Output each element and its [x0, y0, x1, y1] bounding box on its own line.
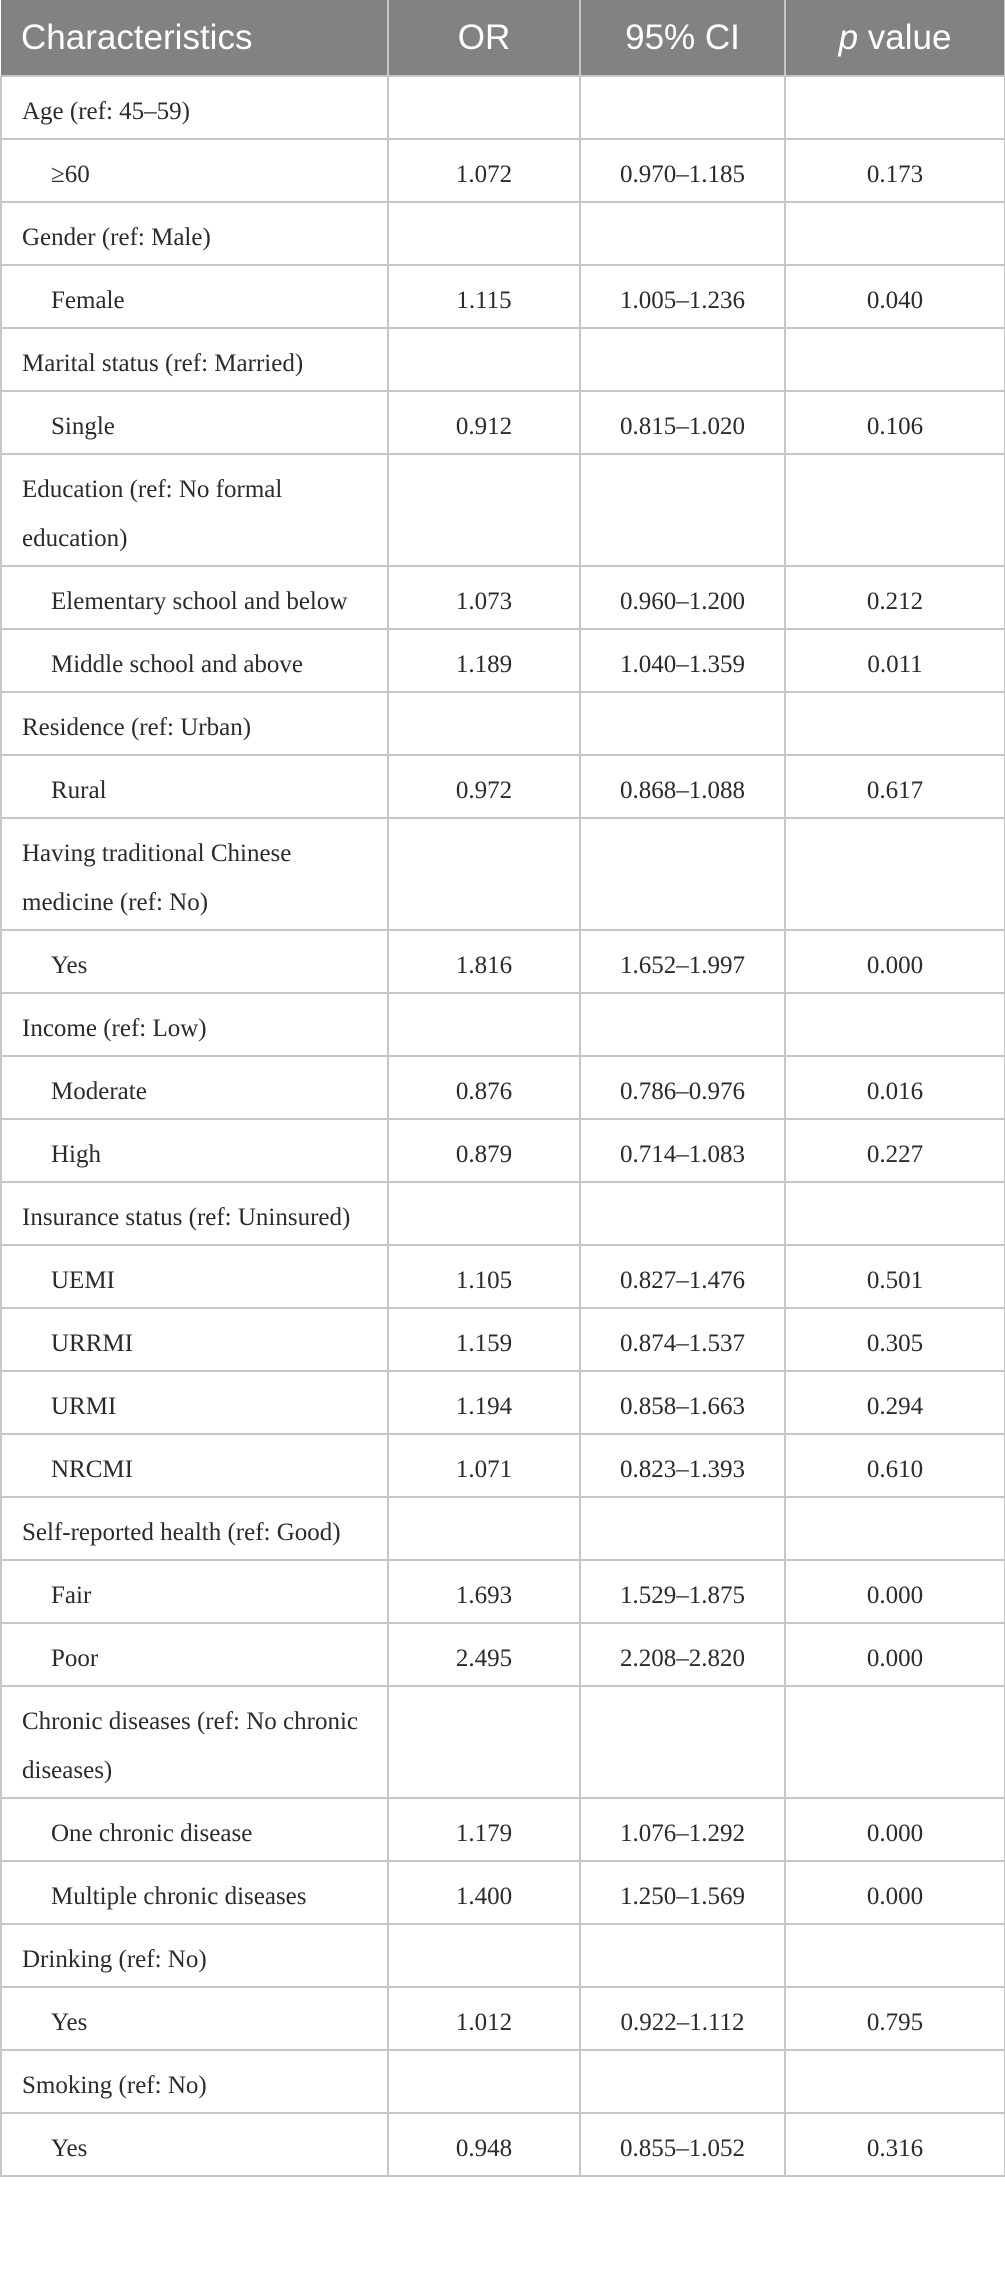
row-p	[785, 202, 1005, 265]
row-p: 0.795	[785, 1987, 1005, 2050]
table-row	[1, 1861, 1005, 1924]
row-label: Having traditional Chinese medicine (ref: No)	[1, 818, 388, 930]
row-or: 1.693	[388, 1560, 580, 1623]
row-or: 1.400	[388, 1861, 580, 1924]
row-or: 0.879	[388, 1119, 580, 1182]
row-p: 0.227	[785, 1119, 1005, 1182]
row-ci: 0.922–1.112	[580, 1987, 785, 2050]
row-label: Multiple chronic diseases	[1, 1861, 388, 1924]
row-ci: 0.960–1.200	[580, 566, 785, 629]
table-row	[1, 1560, 1005, 1623]
row-or: 1.073	[388, 566, 580, 629]
row-ci: 1.005–1.236	[580, 265, 785, 328]
row-label: Age (ref: 45–59)	[1, 76, 388, 139]
table-row	[1, 1371, 1005, 1434]
row-or: 0.912	[388, 391, 580, 454]
table-row	[1, 265, 1005, 328]
row-p	[785, 1924, 1005, 1987]
table-row	[1, 566, 1005, 629]
row-p: 0.617	[785, 755, 1005, 818]
table-row	[1, 1497, 1005, 1560]
row-p: 0.000	[785, 1560, 1005, 1623]
row-ci: 0.874–1.537	[580, 1308, 785, 1371]
row-label: Gender (ref: Male)	[1, 202, 388, 265]
row-ci	[580, 2050, 785, 2113]
row-label: Female	[1, 265, 388, 328]
row-or: 1.179	[388, 1798, 580, 1861]
table-row	[1, 692, 1005, 755]
row-or: 1.816	[388, 930, 580, 993]
row-ci: 0.858–1.663	[580, 1371, 785, 1434]
table-row	[1, 76, 1005, 139]
row-label: UEMI	[1, 1245, 388, 1308]
table-row	[1, 818, 1005, 930]
row-p	[785, 2050, 1005, 2113]
row-p: 0.294	[785, 1371, 1005, 1434]
header-characteristics: Characteristics	[1, 0, 388, 76]
row-label: Yes	[1, 2113, 388, 2176]
row-ci: 1.076–1.292	[580, 1798, 785, 1861]
row-label: High	[1, 1119, 388, 1182]
row-label: ≥60	[1, 139, 388, 202]
row-label: Moderate	[1, 1056, 388, 1119]
row-or: 2.495	[388, 1623, 580, 1686]
row-or	[388, 1497, 580, 1560]
row-or: 1.105	[388, 1245, 580, 1308]
row-or: 1.189	[388, 629, 580, 692]
header-row	[1, 0, 1005, 76]
table-row	[1, 2050, 1005, 2113]
table-row	[1, 1924, 1005, 1987]
row-label: NRCMI	[1, 1434, 388, 1497]
table-row	[1, 139, 1005, 202]
row-or: 1.072	[388, 139, 580, 202]
row-label: Yes	[1, 930, 388, 993]
row-label: Residence (ref: Urban)	[1, 692, 388, 755]
row-ci	[580, 328, 785, 391]
row-ci: 1.652–1.997	[580, 930, 785, 993]
row-or: 0.972	[388, 755, 580, 818]
header-p-value	[785, 0, 1005, 76]
row-p: 0.011	[785, 629, 1005, 692]
row-or: 1.071	[388, 1434, 580, 1497]
row-p	[785, 1497, 1005, 1560]
row-label: One chronic disease	[1, 1798, 388, 1861]
row-ci: 0.823–1.393	[580, 1434, 785, 1497]
row-or	[388, 76, 580, 139]
row-ci: 0.855–1.052	[580, 2113, 785, 2176]
row-label: Single	[1, 391, 388, 454]
row-p: 0.173	[785, 139, 1005, 202]
row-ci	[580, 1924, 785, 1987]
row-or: 1.194	[388, 1371, 580, 1434]
row-p: 0.610	[785, 1434, 1005, 1497]
table-row	[1, 1686, 1005, 1798]
row-or	[388, 2050, 580, 2113]
table-row	[1, 2113, 1005, 2176]
table-row	[1, 1623, 1005, 1686]
row-label: URMI	[1, 1371, 388, 1434]
row-or	[388, 454, 580, 566]
header-ci: 95% CI	[580, 0, 785, 76]
row-p	[785, 1182, 1005, 1245]
row-or: 1.159	[388, 1308, 580, 1371]
row-or	[388, 202, 580, 265]
row-ci: 0.970–1.185	[580, 139, 785, 202]
row-or	[388, 1182, 580, 1245]
row-label: Insurance status (ref: Uninsured)	[1, 1182, 388, 1245]
table-row	[1, 629, 1005, 692]
row-ci: 0.815–1.020	[580, 391, 785, 454]
row-or	[388, 818, 580, 930]
row-ci	[580, 1182, 785, 1245]
row-label: Self-reported health (ref: Good)	[1, 1497, 388, 1560]
row-ci: 1.250–1.569	[580, 1861, 785, 1924]
row-ci	[580, 993, 785, 1056]
table-row	[1, 1245, 1005, 1308]
row-or: 1.115	[388, 265, 580, 328]
table-row	[1, 202, 1005, 265]
row-p: 0.305	[785, 1308, 1005, 1371]
row-ci	[580, 818, 785, 930]
row-ci: 0.868–1.088	[580, 755, 785, 818]
row-ci	[580, 1497, 785, 1560]
row-p: 0.106	[785, 391, 1005, 454]
row-p: 0.501	[785, 1245, 1005, 1308]
table-body	[1, 76, 1005, 2176]
table-row	[1, 1798, 1005, 1861]
row-p	[785, 818, 1005, 930]
table-row	[1, 391, 1005, 454]
row-label: Yes	[1, 1987, 388, 2050]
row-ci: 1.529–1.875	[580, 1560, 785, 1623]
table-row	[1, 454, 1005, 566]
row-p	[785, 328, 1005, 391]
header-or: OR	[388, 0, 580, 76]
row-or	[388, 1924, 580, 1987]
row-label: Education (ref: No formal education)	[1, 454, 388, 566]
row-ci	[580, 454, 785, 566]
row-p: 0.000	[785, 1623, 1005, 1686]
table-row	[1, 755, 1005, 818]
row-p	[785, 993, 1005, 1056]
row-p	[785, 692, 1005, 755]
row-p: 0.212	[785, 566, 1005, 629]
row-ci	[580, 1686, 785, 1798]
row-ci	[580, 202, 785, 265]
table-row	[1, 1056, 1005, 1119]
row-p: 0.316	[785, 2113, 1005, 2176]
row-or: 0.948	[388, 2113, 580, 2176]
row-label: Smoking (ref: No)	[1, 2050, 388, 2113]
row-p: 0.000	[785, 1798, 1005, 1861]
row-ci: 2.208–2.820	[580, 1623, 785, 1686]
row-p	[785, 454, 1005, 566]
row-p	[785, 76, 1005, 139]
row-label: Elementary school and below	[1, 566, 388, 629]
row-label: Middle school and above	[1, 629, 388, 692]
table-row	[1, 1987, 1005, 2050]
row-label: Income (ref: Low)	[1, 993, 388, 1056]
row-label: Rural	[1, 755, 388, 818]
row-ci: 0.786–0.976	[580, 1056, 785, 1119]
table-row	[1, 930, 1005, 993]
table-header	[1, 0, 1005, 76]
row-or: 1.012	[388, 1987, 580, 2050]
row-label: Poor	[1, 1623, 388, 1686]
row-ci	[580, 76, 785, 139]
table-row	[1, 1119, 1005, 1182]
row-label: Chronic diseases (ref: No chronic diseases)	[1, 1686, 388, 1798]
row-ci: 1.040–1.359	[580, 629, 785, 692]
row-p	[785, 1686, 1005, 1798]
row-ci	[580, 692, 785, 755]
row-or	[388, 692, 580, 755]
table-row	[1, 993, 1005, 1056]
row-or	[388, 1686, 580, 1798]
table-row	[1, 328, 1005, 391]
header-p-italic: p	[838, 17, 859, 57]
row-label: Drinking (ref: No)	[1, 1924, 388, 1987]
table-row	[1, 1434, 1005, 1497]
row-p: 0.000	[785, 930, 1005, 993]
row-label: URRMI	[1, 1308, 388, 1371]
header-p-rest: value	[858, 17, 952, 57]
row-ci: 0.827–1.476	[580, 1245, 785, 1308]
row-p: 0.040	[785, 265, 1005, 328]
row-p: 0.000	[785, 1861, 1005, 1924]
row-or: 0.876	[388, 1056, 580, 1119]
table-row	[1, 1308, 1005, 1371]
row-label: Marital status (ref: Married)	[1, 328, 388, 391]
row-ci: 0.714–1.083	[580, 1119, 785, 1182]
row-or	[388, 328, 580, 391]
table-row	[1, 1182, 1005, 1245]
row-p: 0.016	[785, 1056, 1005, 1119]
row-or	[388, 993, 580, 1056]
row-label: Fair	[1, 1560, 388, 1623]
